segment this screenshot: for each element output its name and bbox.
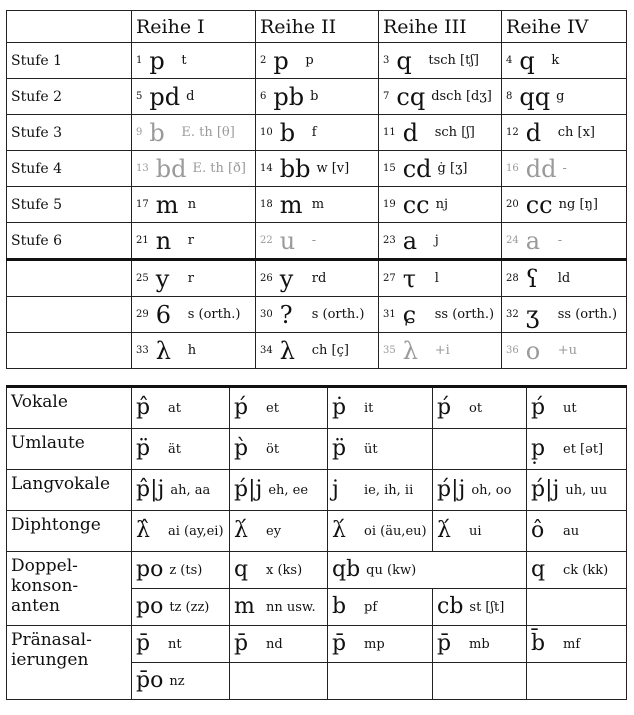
letter-number: 7 [383,91,390,102]
header-reihe-3: Reihe III [379,11,502,43]
tengwa-glyph: ? [279,300,293,329]
tengwa-cell [256,297,379,333]
tengwa-glyph: 6 [155,300,172,329]
header-empty [7,11,132,43]
header-reihe-4: Reihe IV [502,11,627,43]
sound-value: ss (orth.) [434,307,495,322]
tengwa-glyph: ʒ [525,300,540,329]
sound-value: et [266,400,279,416]
letter-number: 15 [383,163,396,174]
letter-number: 35 [383,345,396,356]
stufe-label: Stufe 3 [7,115,132,151]
tengwa-cell [379,151,502,187]
sound-value: tsch [tʃ] [428,53,479,68]
tengwa-cell [502,43,627,79]
tengwa-glyph: d [525,118,542,147]
header-reihe-2: Reihe II [256,11,379,43]
vowel-cell [527,511,627,552]
row-label: Pränasal- ierungen [7,626,132,700]
tengwa-cell [132,297,256,333]
letter-number: 6 [260,91,267,102]
sound-value: ey [266,523,282,539]
letter-number: 17 [136,199,149,210]
tengwa-glyph: y [155,264,170,293]
tengwa-cell [132,43,256,79]
sound-value: k [551,53,560,68]
sound-value: r [187,233,194,248]
tengwa-glyph: cd [402,154,432,183]
letter-number: 27 [383,273,396,284]
tengwa-cell [132,151,256,187]
tengwa-cell [502,223,627,260]
doppel-row [7,552,627,589]
sound-value: at [168,400,181,416]
tengwa-cell [379,115,502,151]
sound-value: - [311,233,317,248]
tengwa-glyph: n [155,226,172,255]
stufe-row [7,79,627,115]
sound-value: mb [469,636,490,652]
tengwa-cell [132,260,256,297]
vowel-cell [527,387,627,429]
tengwa-glyph: q [531,557,546,582]
doppel-cell [328,589,433,626]
sound-value: ät [168,441,181,457]
stufe-label: Stufe 4 [7,151,132,187]
tengwa-glyph: ṗ [332,395,347,420]
tengwa-glyph: cq [396,82,426,111]
tengwa-glyph: bb [279,154,311,183]
tengwa-cell [502,151,627,187]
sound-value: ah, aa [170,482,211,498]
tengwa-glyph: ɕ [402,300,417,329]
tengwa-glyph: p̂ [136,395,151,420]
tengwa-glyph: ṕ [437,395,452,420]
letter-number: 16 [506,163,519,174]
doppel-cell [132,589,230,626]
extra-label-empty [7,333,132,369]
vowel-cell [230,429,328,470]
sound-value: w [v] [316,161,350,176]
tengwa-glyph: q [519,46,535,75]
tengwa-cell [379,187,502,223]
tengwa-glyph: pb [273,82,305,111]
sound-value: d [186,89,195,104]
sound-value: ui [469,523,482,539]
letter-number: 34 [260,345,273,356]
tengwa-glyph: b̄ [531,631,546,656]
sound-value: ng [ŋ] [558,197,598,212]
letter-number: 36 [506,345,519,356]
letter-number: 5 [136,91,143,102]
header-reihe-1: Reihe I [132,11,256,43]
vowel-row [7,429,627,470]
letter-number: 33 [136,345,149,356]
sound-value: st [ʃt] [469,599,505,615]
tengwa-glyph: λ̂ [136,518,150,543]
tengwa-glyph: τ [402,264,417,293]
letter-number: 2 [260,55,267,66]
vowel-cell [433,511,527,552]
sound-value: +i [434,343,450,358]
tengwa-cell [132,79,256,115]
letter-number: 18 [260,199,273,210]
sound-value: au [563,523,580,539]
tengwa-glyph: p̂|j [136,477,165,502]
stufe-row [7,151,627,187]
tengwa-cell [132,187,256,223]
letter-number: 8 [506,91,513,102]
tengwa-cell [379,43,502,79]
tengwa-cell [132,333,256,369]
letter-number: 1 [136,55,143,66]
tengwa-cell [256,333,379,369]
sound-value: ie, ih, ii [364,482,414,498]
doppel-cell [527,552,627,589]
tengwa-cell [502,79,627,115]
letter-number: 28 [506,273,519,284]
letter-number: 12 [506,127,519,138]
sound-value: oi (äu,eu) [364,523,427,539]
doppel-cell [230,589,328,626]
sound-value: E. th [θ] [181,125,235,140]
vowel-cell [527,470,627,511]
vowel-cell [132,470,230,511]
tengwa-glyph: λ́ [437,518,451,543]
vowel-cell [433,470,527,511]
letter-number: 22 [260,235,273,246]
vowel-cell [230,387,328,429]
tengwa-glyph: u [279,226,296,255]
tengwa-glyph: ʕ [525,264,539,293]
vowel-cell [433,387,527,429]
tengwa-cell [256,79,379,115]
tengwa-glyph: λ [279,336,295,365]
tengwa-cell [256,151,379,187]
sound-value: h [187,343,197,358]
sound-value: it [364,400,374,416]
tengwa-glyph: a [525,226,541,255]
vowel-cell [132,387,230,429]
stufe-row [7,187,627,223]
sound-value: oh, oo [471,482,512,498]
tengwa-glyph: p̄o [136,668,164,693]
sound-value: p [305,53,314,68]
tengwa-cell [379,79,502,115]
tengwa-cell [256,187,379,223]
sound-value: nn usw. [266,599,316,615]
tengwa-glyph: o [525,336,541,365]
tengwa-glyph: p [149,46,165,75]
vowel-row [7,470,627,511]
letter-number: 13 [136,163,149,174]
letter-number: 14 [260,163,273,174]
sound-value: mf [563,636,581,652]
vowel-row [7,387,627,429]
letter-number: 26 [260,273,273,284]
sound-value: dsch [dʒ] [431,89,492,104]
tengwa-glyph: p̈ [332,436,347,461]
sound-value: eh, ee [268,482,309,498]
tengwa-glyph: ṕ|j [234,477,263,502]
tengwa-glyph: p̄ [437,631,452,656]
sound-value: ai (ay,ei) [168,523,224,539]
empty-cell [527,589,627,626]
sound-value: et [ət] [563,441,604,457]
tengwa-glyph: λ́ [234,518,248,543]
sound-value: ot [469,400,483,416]
extra-row [7,333,627,369]
tengwa-cell [256,260,379,297]
tengwa-cell [132,223,256,260]
tengwa-cell [132,115,256,151]
praenasal-cell [527,626,627,663]
letter-number: 25 [136,273,149,284]
extra-row [7,297,627,333]
tengwa-glyph: ṕ|j [531,477,560,502]
sound-value: j [434,233,439,248]
tengwa-glyph: b [332,594,347,619]
tengwa-glyph: y [279,264,294,293]
sound-value: - [562,161,567,176]
letter-number: 21 [136,235,149,246]
praenasal-cell [132,663,230,700]
empty-cell [433,663,527,700]
tengwa-glyph: p̀ [234,436,249,461]
sound-value: g [556,89,565,104]
sound-value: s (orth.) [311,307,365,322]
letter-number: 10 [260,127,273,138]
praenasal-cell [230,626,328,663]
sound-value: üt [364,441,378,457]
sound-value: ld [557,271,571,286]
tengwa-glyph: cc [525,190,553,219]
extra-label-empty [7,297,132,333]
stufe-label: Stufe 2 [7,79,132,115]
tengwa-glyph: p̣ [531,436,546,461]
sound-value: nt [168,636,182,652]
praenasal-cell [433,626,527,663]
letter-number: 19 [383,199,396,210]
vowel-cell [230,511,328,552]
tengwa-cell [379,223,502,260]
tengwa-glyph: p̄ [136,631,151,656]
stufe-label: Stufe 1 [7,43,132,79]
doppel-cell [132,552,230,589]
letter-number: 23 [383,235,396,246]
row-label: Vokale [7,387,132,429]
letter-number: 11 [383,127,396,138]
tengwa-glyph: p [273,46,289,75]
tengwa-glyph: b [279,118,296,147]
tengwa-glyph: qq [519,82,551,111]
vowel-cell [328,511,433,552]
sound-value: ġ [ʒ] [437,161,468,176]
letter-number: 3 [383,55,390,66]
sound-value: z (ts) [169,562,203,578]
tengwa-glyph: po [136,557,164,582]
row-label: Diphtonge [7,511,132,552]
doppel-cell [230,552,328,589]
letter-number: 30 [260,309,273,320]
sound-value: ss (orth.) [557,307,618,322]
sound-value: x (ks) [266,562,303,578]
sound-value: r [187,271,194,286]
letter-number: 4 [506,55,513,66]
row-label: Doppel- konson- anten [7,552,132,626]
empty-cell [230,663,328,700]
tengwa-glyph: ṕ [234,395,249,420]
tengwa-cell [379,260,502,297]
sound-value: qu (kw) [366,562,417,578]
letter-number: 32 [506,309,519,320]
tengwa-glyph: q [234,557,249,582]
sound-value: +u [557,343,577,358]
sound-value: mp [364,636,385,652]
row-label: Langvokale [7,470,132,511]
tengwa-cell [502,333,627,369]
sound-value: sch [ʃ] [434,125,475,140]
stufe-row [7,43,627,79]
vowel-cell [433,429,527,470]
tengwa-glyph: m [234,594,255,619]
letter-number: 20 [506,199,519,210]
vowel-cell [132,429,230,470]
empty-cell [328,663,433,700]
tengwa-glyph: q [396,46,412,75]
praenasal-cell [328,626,433,663]
tengwa-glyph: p̄ [332,631,347,656]
vowel-cell [132,511,230,552]
stufe-row [7,223,627,260]
tengwa-cell [256,115,379,151]
tengwa-glyph: dd [525,154,557,183]
row-label: Umlaute [7,429,132,470]
tengwa-glyph: a [402,226,418,255]
sound-value: ck (kk) [563,562,609,578]
tengwa-glyph: ṕ [531,395,546,420]
letter-number: 29 [136,309,149,320]
tengwa-glyph: p̄ [234,631,249,656]
tengwa-cell [256,223,379,260]
tengwa-cell [502,187,627,223]
sound-value: ch [x] [557,125,595,140]
letter-number: 24 [506,235,519,246]
sound-value: rd [311,271,327,286]
doppel-cell [433,589,527,626]
tengwa-glyph: ṕ|j [437,477,466,502]
tengwa-glyph: bd [155,154,187,183]
sound-value: f [311,125,317,140]
extra-label-empty [7,260,132,297]
tengwa-glyph: m [155,190,179,219]
tengwa-glyph: qb [332,557,361,582]
sound-value: b [310,89,319,104]
sound-value: nz [169,673,185,689]
tengwa-glyph: λ́ [332,518,346,543]
tengwa-glyph: b [149,118,165,147]
praenasal-cell [132,626,230,663]
tengwa-glyph: λ [155,336,171,365]
tengwa-glyph: p̈ [136,436,151,461]
tengwa-cell [256,43,379,79]
stufe-label: Stufe 6 [7,223,132,260]
stufe-row [7,115,627,151]
sound-value: pf [364,599,378,615]
tengwa-glyph: λ [402,336,418,365]
vowel-cell [328,429,433,470]
tengwa-glyph: j [332,477,339,502]
empty-cell [527,663,627,700]
sound-value: m [311,197,325,212]
tengwa-cell [379,297,502,333]
tengwa-glyph: cb [437,594,464,619]
stufe-label: Stufe 5 [7,187,132,223]
sound-value: E. th [ð] [192,161,246,176]
sound-value: s (orth.) [187,307,241,322]
letter-number: 9 [136,127,143,138]
consonant-table [6,10,627,369]
sound-value: ch [ç] [311,343,349,358]
tengwa-glyph: po [136,594,164,619]
tengwa-cell [502,297,627,333]
tengwa-glyph: pd [149,82,181,111]
vowel-table [6,385,627,700]
vowel-row [7,511,627,552]
letter-number: 31 [383,309,396,320]
tengwa-cell [379,333,502,369]
tengwa-glyph: d [402,118,419,147]
header-row [7,11,627,43]
sound-value: l [434,271,439,286]
vowel-cell [230,470,328,511]
tengwa-glyph: cc [402,190,430,219]
tengwa-cell [502,260,627,297]
tengwa-cell [502,115,627,151]
doppel-cell [328,552,527,589]
sound-value: ut [563,400,577,416]
vowel-cell [527,429,627,470]
tengwa-glyph: m [279,190,303,219]
sound-value: n [187,197,197,212]
tengwa-glyph: ô [531,518,545,543]
sound-value: öt [266,441,280,457]
extra-row [7,260,627,297]
vowel-cell [328,387,433,429]
sound-value: nd [266,636,283,652]
sound-value: nj [435,197,449,212]
vowel-cell [328,470,433,511]
sound-value: - [557,233,563,248]
sound-value: uh, uu [565,482,608,498]
sound-value: t [181,53,187,68]
sound-value: tz (zz) [169,599,210,615]
praenasal-row [7,626,627,663]
